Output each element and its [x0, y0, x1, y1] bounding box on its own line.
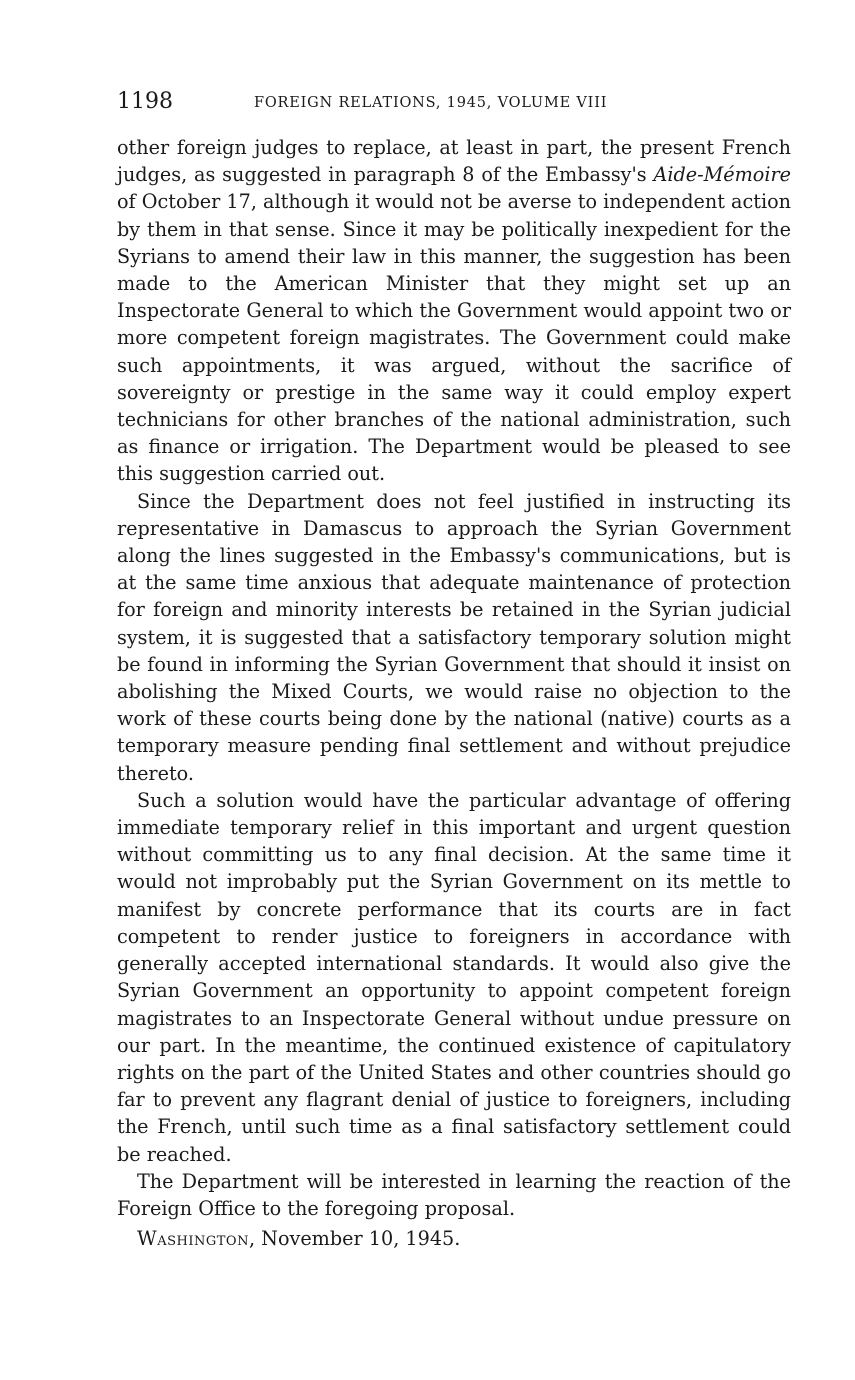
paragraph-1-text-start: other foreign judges to replace, at least in part, the present French judges, as suggested in paragraph 8 of the Embassy's — [117, 136, 791, 187]
body-text — [117, 134, 791, 1252]
dateline-place: Washington — [137, 1227, 249, 1251]
paragraph-1 — [117, 134, 791, 488]
paragraph-1-text-end: of October 17, although it would not be averse to independent action by them in that sense. Since it may be politically inexpedient for the Syrians to amend their law in this manner, the suggestion has been made to the American Minister that they might set up an Inspectorate General to which the Government would appoint two or more competent foreign magistrates. The Government could make such appointments, it was argued, without the sacrifice of sovereignty or prestige in the same way it could employ expert technicians for other branches of the national administration, such as finance or irrigation. The Department would be pleased to see this suggestion carried out. — [117, 190, 791, 486]
paragraph-3: Such a solution would have the particular advantage of offering immediate temporary relief in this important and urgent question without committing us to any final decision. At the same time it would not improbably put the Syrian Government on its mettle to manifest by concrete performance that its courts are in fact competent to render justice to foreigners in accordance with generally accepted international standards. It would also give the Syrian Government an opportunity to appoint competent foreign magistrates to an Inspectorate General without undue pressure on our part. In the meantime, the continued existence of capitulatory rights on the part of the United States and other countries should go far to prevent any flagrant denial of justice to foreigners, including the French, until such time as a final satisfactory settlement could be reached. — [117, 788, 791, 1166]
aide-memoire-term: Aide-Mémoire — [653, 163, 791, 187]
paragraph-4: The Department will be interested in learning the reaction of the Foreign Office to the foregoing proposal. — [117, 1169, 791, 1220]
running-head — [117, 88, 791, 118]
page-number: 1198 — [117, 89, 173, 114]
dateline — [117, 1225, 791, 1252]
dateline-date: , November 10, 1945. — [248, 1227, 461, 1251]
document-page — [117, 88, 791, 1252]
running-title: FOREIGN RELATIONS, 1945, VOLUME VIII — [254, 95, 608, 111]
paragraph-2: Since the Department does not feel justified in instructing its representative in Damascus to approach the Syrian Government along the lines suggested in the Embassy's communications, but is at the same time anxious that adequate maintenance of protection for foreign and minority interests be retained in the Syrian judicial system, it is suggested that a satisfactory temporary solution might be found in informing the Syrian Government that should it insist on abolishing the Mixed Courts, we would raise no objection to the work of these courts being done by the national (native) courts as a temporary measure pending final settlement and without prejudice thereto. — [117, 489, 791, 785]
